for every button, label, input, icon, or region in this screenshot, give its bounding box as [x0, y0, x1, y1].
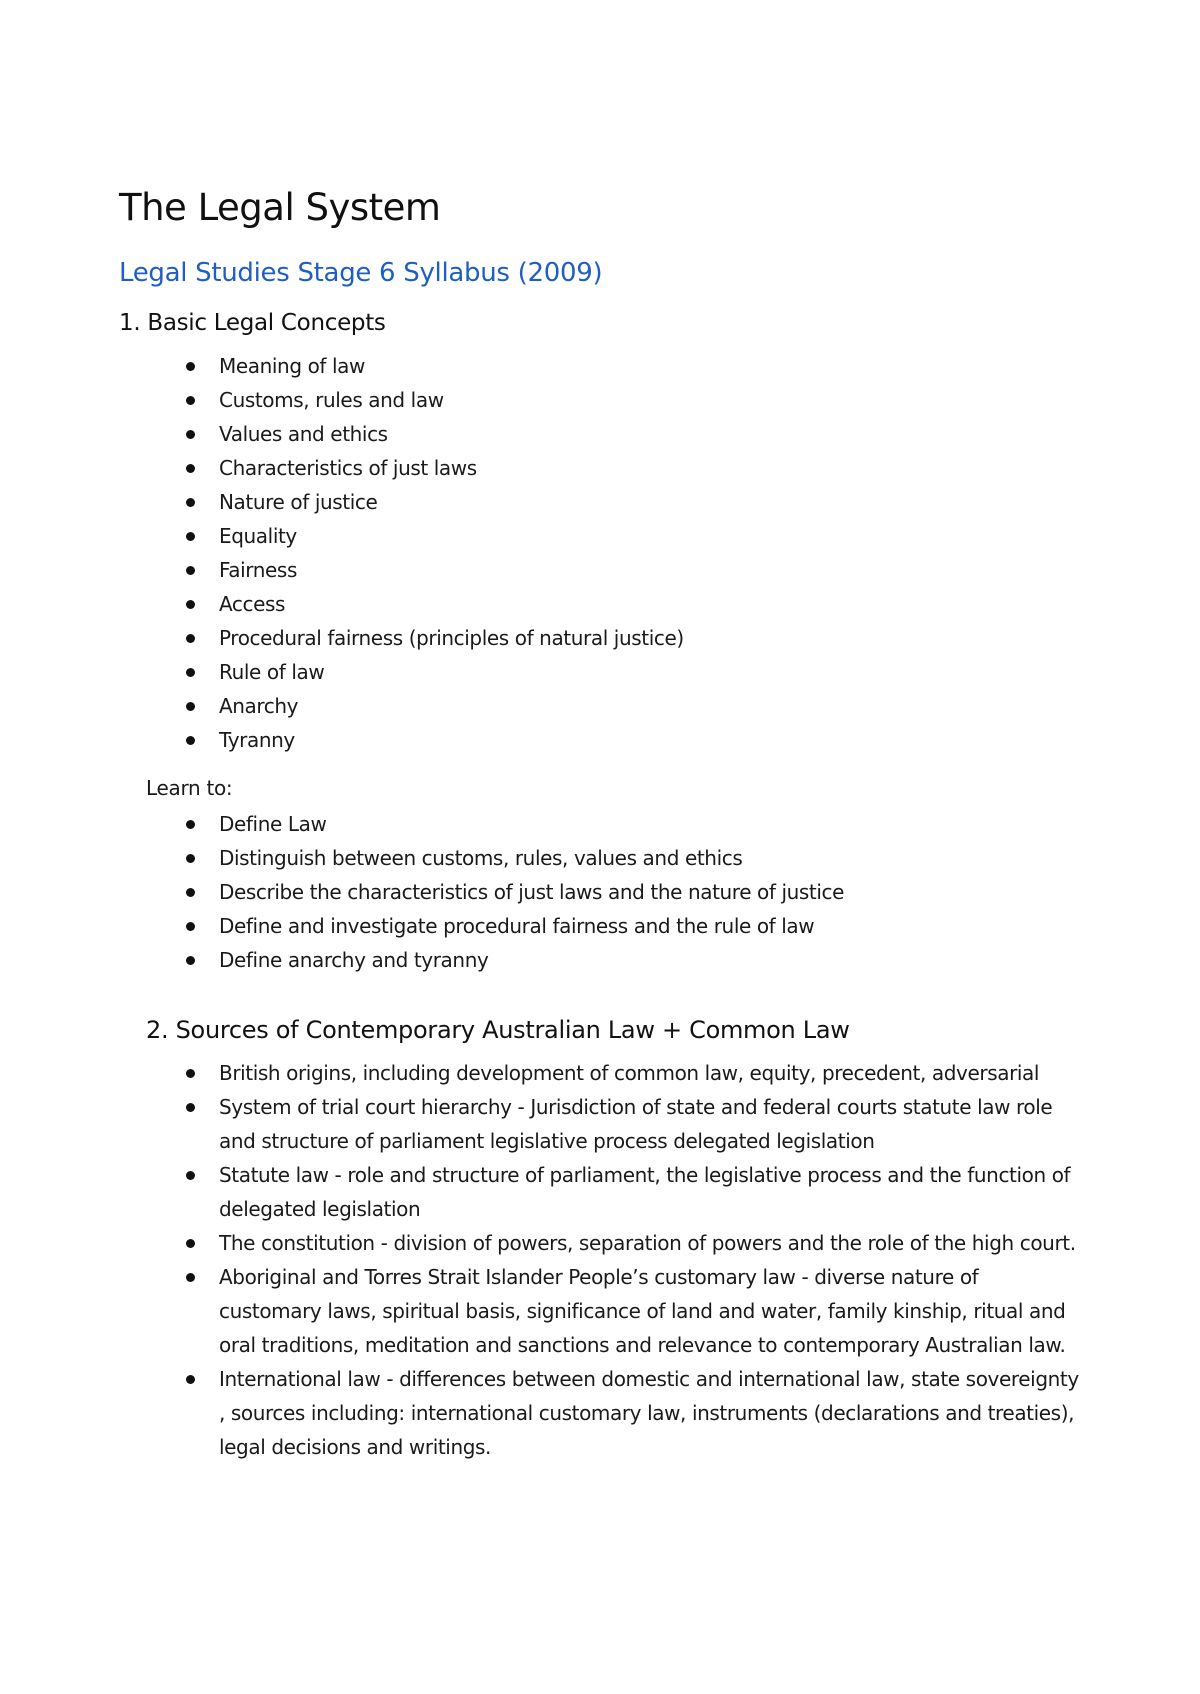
bullet-icon: [186, 922, 195, 931]
bullet-icon: [186, 566, 195, 575]
list-item-text: Aboriginal and Torres Strait Islander People’s customary law - diverse nature of customary laws, spiritual basis, significance of land and water, family kinship, ritual and oral traditions, meditation and sanctions and relevance to contemporary Australian law.: [219, 1265, 1066, 1357]
bullet-icon: [186, 854, 195, 863]
list-item: [183, 723, 983, 757]
list-item-text: Define Law: [219, 812, 327, 836]
list-item: [183, 909, 983, 943]
list-item: [183, 587, 983, 621]
list-item: [183, 1090, 1063, 1158]
list-item: [183, 553, 983, 587]
list-item: [183, 1226, 1076, 1260]
list-item-text: Values and ethics: [219, 422, 388, 446]
learn-to-label: Learn to:: [146, 776, 233, 800]
bullet-icon: [186, 736, 195, 745]
bullet-icon: [186, 1069, 195, 1078]
list-item-text: Nature of justice: [219, 490, 378, 514]
list-item-text: Tyranny: [219, 728, 295, 752]
list-item-text: Distinguish between customs, rules, values and ethics: [219, 846, 743, 870]
list-item: [183, 519, 983, 553]
list-item-text: Anarchy: [219, 694, 299, 718]
bullet-icon: [186, 1239, 195, 1248]
list-item-text: Access: [219, 592, 286, 616]
list-item: [183, 943, 983, 977]
list-item: [183, 655, 983, 689]
list-item-text: Characteristics of just laws: [219, 456, 477, 480]
bullet-icon: [186, 464, 195, 473]
bullet-icon: [186, 820, 195, 829]
list-item: [183, 689, 983, 723]
section-heading-basic-legal-concepts: 1. Basic Legal Concepts: [119, 310, 386, 336]
list-item-text: International law - differences between domestic and international law, state sovereignty , sources including: international customary law, instruments (declarations and treaties), legal decisions and writings.: [219, 1367, 1079, 1459]
list-item: [183, 875, 983, 909]
page-title: The Legal System: [119, 186, 441, 229]
section-heading-sources-of-law: 2. Sources of Contemporary Australian Law + Common Law: [146, 1016, 850, 1044]
bullet-icon: [186, 396, 195, 405]
learn-to-list: [183, 807, 983, 977]
bullet-icon: [186, 430, 195, 439]
bullet-icon: [186, 634, 195, 643]
list-item: [183, 451, 983, 485]
list-item-text: Define and investigate procedural fairness and the rule of law: [219, 914, 815, 938]
bullet-icon: [186, 532, 195, 541]
list-item-text: Describe the characteristics of just laws and the nature of justice: [219, 880, 845, 904]
list-item: [183, 1158, 1071, 1226]
list-item-text: Procedural fairness (principles of natural justice): [219, 626, 684, 650]
bullet-icon: [186, 888, 195, 897]
list-item-text: Define anarchy and tyranny: [219, 948, 489, 972]
list-item-text: Fairness: [219, 558, 297, 582]
list-item: [183, 621, 983, 655]
bullet-icon: [186, 1103, 195, 1112]
list-item-text: Customs, rules and law: [219, 388, 444, 412]
list-item-text: The constitution - division of powers, separation of powers and the role of the high court.: [219, 1231, 1076, 1255]
page-subtitle: Legal Studies Stage 6 Syllabus (2009): [119, 258, 603, 288]
list-item: [183, 417, 983, 451]
sources-of-law-list: [183, 1056, 1079, 1464]
list-item-text: Statute law - role and structure of parliament, the legislative process and the function of delegated legislation: [219, 1163, 1071, 1221]
list-item: [183, 807, 983, 841]
bullet-icon: [186, 362, 195, 371]
list-item: [183, 1056, 1063, 1090]
bullet-icon: [186, 1375, 195, 1384]
bullet-icon: [186, 1273, 195, 1282]
bullet-icon: [186, 702, 195, 711]
list-item-text: Rule of law: [219, 660, 325, 684]
bullet-icon: [186, 600, 195, 609]
list-item-text: Meaning of law: [219, 354, 365, 378]
basic-concepts-list: [183, 349, 983, 757]
bullet-icon: [186, 498, 195, 507]
bullet-icon: [186, 1171, 195, 1180]
list-item-text: British origins, including development of common law, equity, precedent, adversarial: [219, 1061, 1040, 1085]
list-item: [183, 1260, 1066, 1362]
list-item: [183, 485, 983, 519]
list-item: [183, 383, 983, 417]
list-item: [183, 1362, 1079, 1464]
list-item: [183, 841, 983, 875]
list-item-text: Equality: [219, 524, 297, 548]
list-item: [183, 349, 983, 383]
bullet-icon: [186, 668, 195, 677]
bullet-icon: [186, 956, 195, 965]
list-item-text: System of trial court hierarchy - Jurisdiction of state and federal courts statute law role and structure of parliament legislative process delegated legislation: [219, 1095, 1053, 1153]
